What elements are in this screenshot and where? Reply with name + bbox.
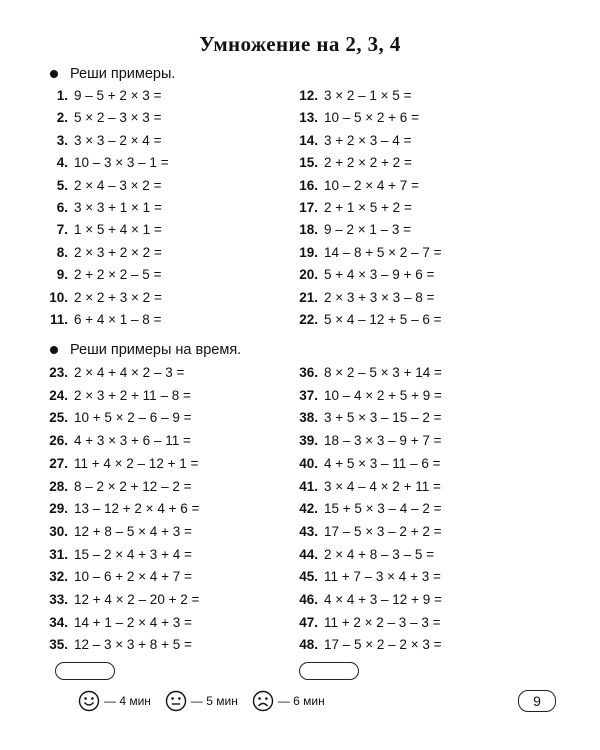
- exercise-number: 30.: [49, 523, 68, 539]
- exercise-expression: 3 × 3 – 2 × 4 =: [74, 132, 162, 148]
- exercise-number: 47.: [299, 614, 318, 630]
- exercise-number: 18.: [299, 222, 318, 238]
- exercise-number: 26.: [49, 433, 68, 449]
- exercise-row: [40, 266, 161, 284]
- exercise-expression: 13 – 12 + 2 × 4 + 6 =: [74, 501, 200, 517]
- exercise-number: 34.: [49, 614, 68, 630]
- exercise-number: 5.: [56, 177, 68, 193]
- exercise-expression: 15 – 2 × 4 + 3 + 4 =: [74, 546, 192, 562]
- exercise-row: [40, 177, 161, 195]
- exercise-number: 12.: [299, 88, 318, 103]
- exercise-expression: 18 – 3 × 3 – 9 + 7 =: [324, 433, 442, 449]
- bullet-icon: [50, 346, 58, 354]
- exercise-expression: 5 + 4 × 3 – 9 + 6 =: [324, 267, 435, 283]
- exercise-row: [40, 387, 191, 405]
- exercise-number: 25.: [49, 410, 68, 426]
- exercise-number: 29.: [49, 501, 68, 517]
- exercise-row: [290, 244, 441, 262]
- exercise-number: 11.: [49, 312, 68, 327]
- exercise-expression: 17 – 5 × 2 – 2 × 3 =: [324, 637, 442, 653]
- exercise-expression: 3 × 4 – 4 × 2 + 11 =: [324, 478, 441, 494]
- exercise-row: [290, 455, 440, 473]
- exercise-number: 43.: [299, 523, 318, 539]
- exercise-number: 13.: [299, 110, 318, 126]
- exercise-number: 38.: [299, 410, 318, 426]
- exercise-row: [290, 199, 412, 217]
- timing-label: — 6 мин: [277, 694, 325, 708]
- exercise-expression: 2 × 4 – 3 × 2 =: [74, 177, 162, 193]
- exercise-expression: 10 – 2 × 4 + 7 =: [324, 177, 419, 193]
- exercise-expression: 12 – 3 × 3 + 8 + 5 =: [74, 637, 192, 653]
- exercise-row: [290, 289, 434, 307]
- exercise-number: 3.: [56, 132, 68, 148]
- exercise-row: [40, 591, 199, 609]
- exercise-row: [290, 154, 412, 172]
- exercise-expression: 10 + 5 × 2 – 6 – 9 =: [74, 410, 192, 426]
- exercise-expression: 11 + 7 – 3 × 4 + 3 =: [324, 569, 441, 585]
- time-answer-box-right[interactable]: [299, 662, 359, 680]
- instruction-1: [50, 66, 175, 82]
- timing-item: [165, 690, 238, 712]
- exercise-number: 7.: [56, 222, 68, 238]
- exercise-number: 35.: [49, 637, 68, 653]
- exercise-expression: 2 + 2 × 2 – 5 =: [74, 267, 162, 283]
- exercise-number: 8.: [56, 244, 68, 260]
- bullet-icon: [50, 70, 58, 78]
- exercise-expression: 4 + 5 × 3 – 11 – 6 =: [324, 455, 441, 471]
- exercise-row: [290, 500, 441, 518]
- exercise-row: [40, 568, 192, 586]
- exercise-row: [290, 591, 442, 609]
- exercise-expression: 10 – 6 + 2 × 4 + 7 =: [74, 569, 192, 585]
- exercise-number: 10.: [49, 289, 68, 305]
- exercise-number: 44.: [299, 546, 318, 562]
- exercise-number: 28.: [49, 478, 68, 494]
- exercise-expression: 15 + 5 × 3 – 4 – 2 =: [324, 501, 442, 517]
- exercise-expression: 2 + 2 × 2 + 2 =: [324, 155, 412, 171]
- timing-legend: [78, 690, 339, 712]
- exercise-number: 42.: [299, 501, 318, 517]
- exercise-row: [40, 199, 162, 217]
- exercise-expression: 4 × 4 + 3 – 12 + 9 =: [324, 592, 442, 607]
- exercise-expression: 3 × 2 – 1 × 5 =: [324, 88, 412, 103]
- instruction-1-text: Реши примеры.: [70, 66, 176, 82]
- exercise-expression: 5 × 2 – 3 × 3 =: [74, 110, 162, 126]
- exercise-expression: 14 + 1 – 2 × 4 + 3 =: [74, 614, 192, 630]
- exercise-row: [290, 614, 440, 632]
- exercise-number: 45.: [299, 569, 318, 585]
- exercise-row: [290, 266, 434, 284]
- exercise-expression: 12 + 8 – 5 × 4 + 3 =: [74, 523, 192, 539]
- exercise-row: [40, 154, 169, 172]
- exercise-number: 37.: [299, 387, 318, 403]
- exercise-expression: 12 + 4 × 2 – 20 + 2 =: [74, 592, 200, 607]
- exercise-row: [40, 478, 191, 496]
- exercise-expression: 2 × 3 + 2 + 11 – 8 =: [74, 387, 191, 403]
- exercise-expression: 14 – 8 + 5 × 2 – 7 =: [324, 244, 442, 260]
- exercise-number: 17.: [299, 200, 318, 215]
- exercise-expression: 17 – 5 × 3 – 2 + 2 =: [324, 523, 442, 539]
- neutral-face-icon: [165, 690, 187, 712]
- sad-face-icon: [252, 690, 274, 712]
- exercise-row: [40, 500, 199, 518]
- exercise-row: [40, 636, 192, 654]
- exercise-row: [40, 455, 198, 473]
- timing-label: — 4 мин: [104, 694, 151, 708]
- exercise-number: 1.: [56, 88, 68, 103]
- exercise-row: [40, 409, 191, 427]
- exercise-number: 21.: [299, 289, 318, 305]
- exercise-expression: 10 – 4 × 2 + 5 + 9 =: [324, 387, 442, 403]
- exercise-expression: 5 × 4 – 12 + 5 – 6 =: [324, 312, 442, 327]
- exercise-number: 16.: [299, 177, 318, 193]
- exercise-expression: 9 – 2 × 1 – 3 =: [324, 222, 412, 238]
- exercise-expression: 10 – 3 × 3 – 1 =: [74, 155, 169, 171]
- page-title: Умножение на 2, 3, 4: [199, 32, 401, 56]
- exercise-number: 32.: [49, 569, 68, 585]
- exercise-number: 23.: [49, 365, 68, 380]
- exercise-row: [290, 364, 442, 382]
- exercise-expression: 3 × 3 + 1 × 1 =: [74, 200, 162, 215]
- exercise-row: [40, 132, 161, 150]
- exercise-number: 9.: [56, 267, 68, 283]
- exercise-number: 15.: [299, 155, 318, 171]
- exercise-expression: 3 + 2 × 3 – 4 =: [324, 132, 412, 148]
- exercise-row: [290, 87, 411, 105]
- exercise-number: 41.: [299, 478, 318, 494]
- exercise-row: [290, 177, 419, 195]
- exercise-expression: 4 + 3 × 3 + 6 – 11 =: [74, 433, 191, 449]
- exercise-expression: 2 + 1 × 5 + 2 =: [324, 200, 412, 215]
- exercise-row: [290, 311, 441, 329]
- exercise-number: 40.: [299, 455, 318, 471]
- exercise-row: [290, 221, 411, 239]
- time-answer-box-left[interactable]: [55, 662, 115, 680]
- exercise-expression: 2 × 2 + 3 × 2 =: [74, 289, 162, 305]
- exercise-number: 31.: [49, 546, 68, 562]
- exercise-number: 36.: [299, 365, 318, 380]
- instruction-2: [50, 342, 241, 358]
- exercise-expression: 8 – 2 × 2 + 12 – 2 =: [74, 478, 192, 494]
- exercise-number: 22.: [299, 312, 318, 327]
- page-number: 9: [518, 690, 556, 712]
- exercise-number: 24.: [49, 387, 68, 403]
- exercise-expression: 2 × 4 + 8 – 3 – 5 =: [324, 546, 434, 562]
- exercise-row: [290, 409, 441, 427]
- exercise-number: 20.: [299, 267, 318, 283]
- exercise-row: [290, 546, 434, 564]
- exercise-number: 39.: [299, 433, 318, 449]
- exercise-row: [290, 478, 441, 496]
- smile-face-icon: [78, 690, 100, 712]
- exercise-row: [290, 387, 442, 405]
- exercise-number: 46.: [299, 592, 318, 607]
- exercise-row: [290, 132, 411, 150]
- exercise-expression: 1 × 5 + 4 × 1 =: [74, 222, 162, 238]
- instruction-2-text: Реши примеры на время.: [70, 342, 242, 358]
- exercise-number: 6.: [56, 200, 68, 215]
- exercise-expression: 2 × 3 + 3 × 3 – 8 =: [324, 289, 435, 305]
- exercise-row: [290, 568, 441, 586]
- exercise-expression: 2 × 3 + 2 × 2 =: [74, 244, 162, 260]
- exercise-row: [40, 546, 192, 564]
- exercise-row: [290, 432, 441, 450]
- exercise-row: [40, 311, 161, 329]
- exercise-number: 2.: [56, 110, 68, 126]
- exercise-expression: 8 × 2 – 5 × 3 + 14 =: [324, 365, 442, 380]
- exercise-expression: 10 – 5 × 2 + 6 =: [324, 110, 419, 126]
- exercise-row: [40, 221, 162, 239]
- exercise-number: 4.: [56, 155, 68, 171]
- exercise-row: [40, 364, 184, 382]
- exercise-row: [40, 614, 192, 632]
- exercise-expression: 6 + 4 × 1 – 8 =: [74, 312, 162, 327]
- exercise-number: 48.: [299, 637, 318, 653]
- exercise-row: [290, 523, 441, 541]
- exercise-row: [40, 289, 162, 307]
- exercise-number: 19.: [299, 244, 318, 260]
- exercise-row: [290, 109, 419, 127]
- timing-item: [78, 690, 151, 712]
- timing-label: — 5 мин: [190, 694, 238, 708]
- exercise-number: 27.: [49, 455, 68, 471]
- exercise-expression: 9 – 5 + 2 × 3 =: [74, 88, 162, 103]
- exercise-number: 33.: [49, 592, 68, 607]
- exercise-expression: 2 × 4 + 4 × 2 – 3 =: [74, 365, 185, 380]
- exercise-row: [40, 244, 162, 262]
- timing-item: [252, 690, 325, 712]
- exercise-row: [40, 109, 161, 127]
- exercise-row: [40, 87, 161, 105]
- exercise-row: [40, 432, 191, 450]
- exercise-expression: 11 + 2 × 2 – 3 – 3 =: [324, 614, 441, 630]
- exercise-row: [40, 523, 192, 541]
- exercise-expression: 3 + 5 × 3 – 15 – 2 =: [324, 410, 442, 426]
- exercise-number: 14.: [299, 132, 318, 148]
- exercise-row: [290, 636, 441, 654]
- exercise-expression: 11 + 4 × 2 – 12 + 1 =: [74, 455, 199, 471]
